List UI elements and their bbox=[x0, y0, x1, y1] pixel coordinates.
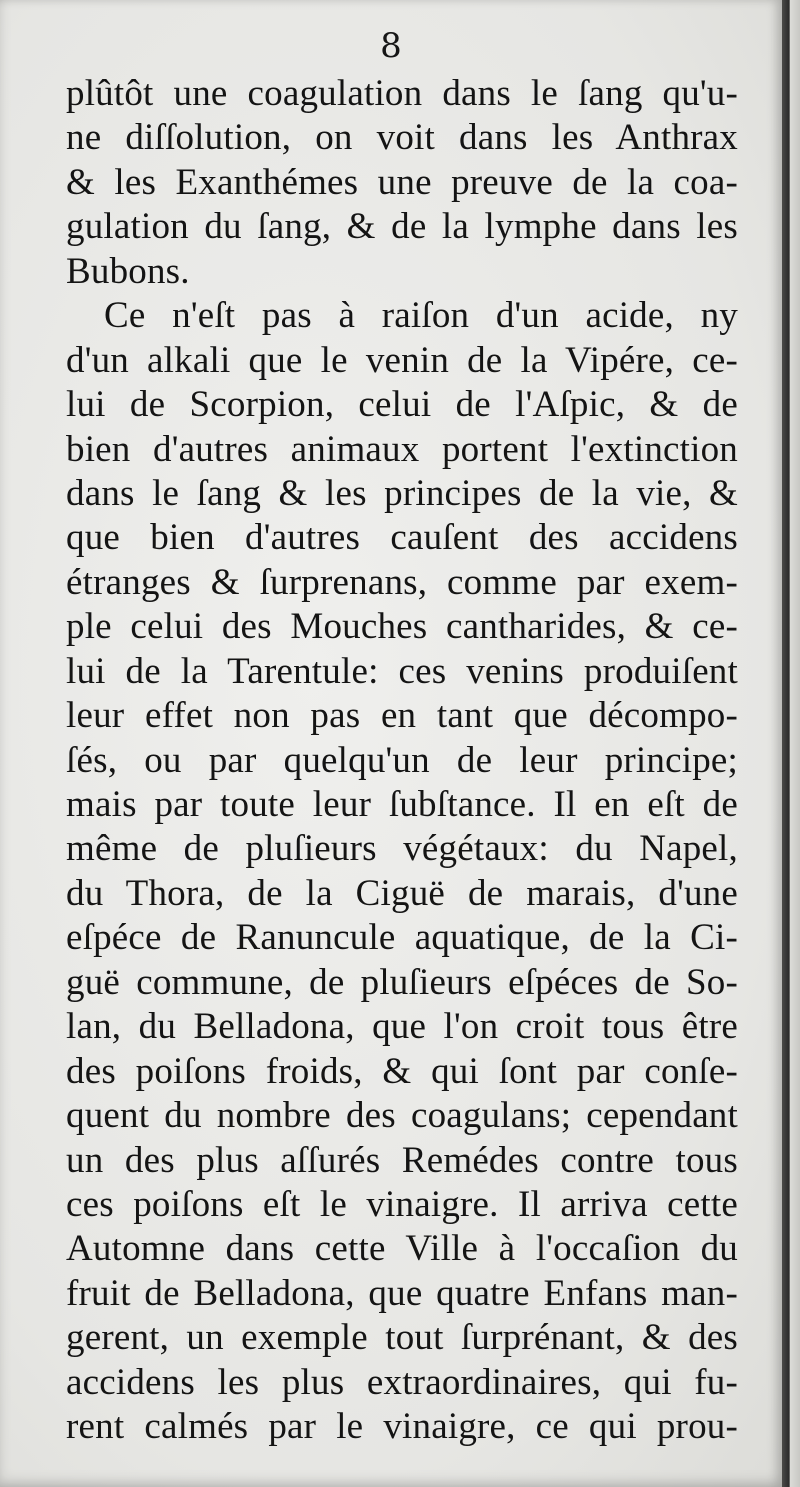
text-line: lui de la Tarentule: ces venins produiſent bbox=[66, 650, 738, 692]
text-line: un des plus aſſurés Remédes contre tous bbox=[66, 1139, 738, 1181]
text-line: lan, du Belladona, que l'on croit tous être bbox=[66, 1006, 738, 1048]
text-line: plûtôt une coagulation dans le ſang qu'u- bbox=[66, 73, 738, 114]
text-line: leur effet non pas en tant que décompo- bbox=[66, 695, 738, 737]
page-number: 8 bbox=[380, 26, 402, 66]
text-line: Automne dans cette Ville à l'occaſion du bbox=[66, 1228, 738, 1270]
text-line: fruit de Belladona, que quatre Enfans man- bbox=[66, 1272, 738, 1314]
text-line: ſés, ou par quelqu'un de leur principe; bbox=[66, 739, 738, 781]
text-line: guë commune, de pluſieurs eſpéces de So- bbox=[66, 961, 738, 1003]
text-line: des poiſons froids, & qui ſont par conſe- bbox=[66, 1050, 738, 1092]
page-edge bbox=[782, 0, 800, 1487]
text-line: du Thora, de la Ciguë de marais, d'une bbox=[66, 872, 738, 914]
text-line: étranges & ſurprenans, comme par exem- bbox=[66, 561, 738, 603]
text-line: & les Exanthémes une preuve de la coa- bbox=[66, 161, 738, 203]
text-line: eſpéce de Ranuncule aquatique, de la Ci- bbox=[66, 917, 738, 959]
text-line: accidens les plus extraordinaires, qui fu- bbox=[66, 1361, 738, 1403]
text-line: Bubons. bbox=[66, 250, 190, 292]
text-line: rent calmés par le vinaigre, ce qui prou- bbox=[66, 1406, 738, 1448]
page-text bbox=[66, 72, 738, 1450]
text-line: ne diſſolution, on voit dans les Anthrax bbox=[66, 117, 738, 159]
text-line: bien d'autres animaux portent l'extinction bbox=[66, 428, 738, 470]
text-line: gerent, un exemple tout ſurprénant, & des bbox=[66, 1317, 738, 1359]
text-line: mais par toute leur ſubſtance. Il en eſt de bbox=[66, 784, 738, 825]
text-line: dans le ſang & les principes de la vie, & bbox=[66, 472, 738, 514]
text-line: Ce n'eſt pas à raiſon d'un acide, ny bbox=[104, 295, 738, 337]
text-line: quent du nombre des coagulans; cependant bbox=[66, 1095, 738, 1137]
text-line: ple celui des Mouches cantharides, & ce- bbox=[66, 606, 738, 648]
text-line: gulation du ſang, & de la lymphe dans les bbox=[66, 206, 738, 248]
paragraph-1 bbox=[66, 72, 738, 294]
text-line: lui de Scorpion, celui de l'Aſpic, & de bbox=[66, 384, 738, 426]
text-line: que bien d'autres cauſent des accidens bbox=[66, 517, 738, 559]
text-line: d'un alkali que le venin de la Vipére, ce- bbox=[66, 339, 738, 381]
text-line: même de pluſieurs végétaux: du Napel, bbox=[66, 828, 738, 870]
text-line: ces poiſons eſt le vinaigre. Il arriva cette bbox=[66, 1183, 738, 1225]
paragraph-2 bbox=[66, 294, 738, 1449]
